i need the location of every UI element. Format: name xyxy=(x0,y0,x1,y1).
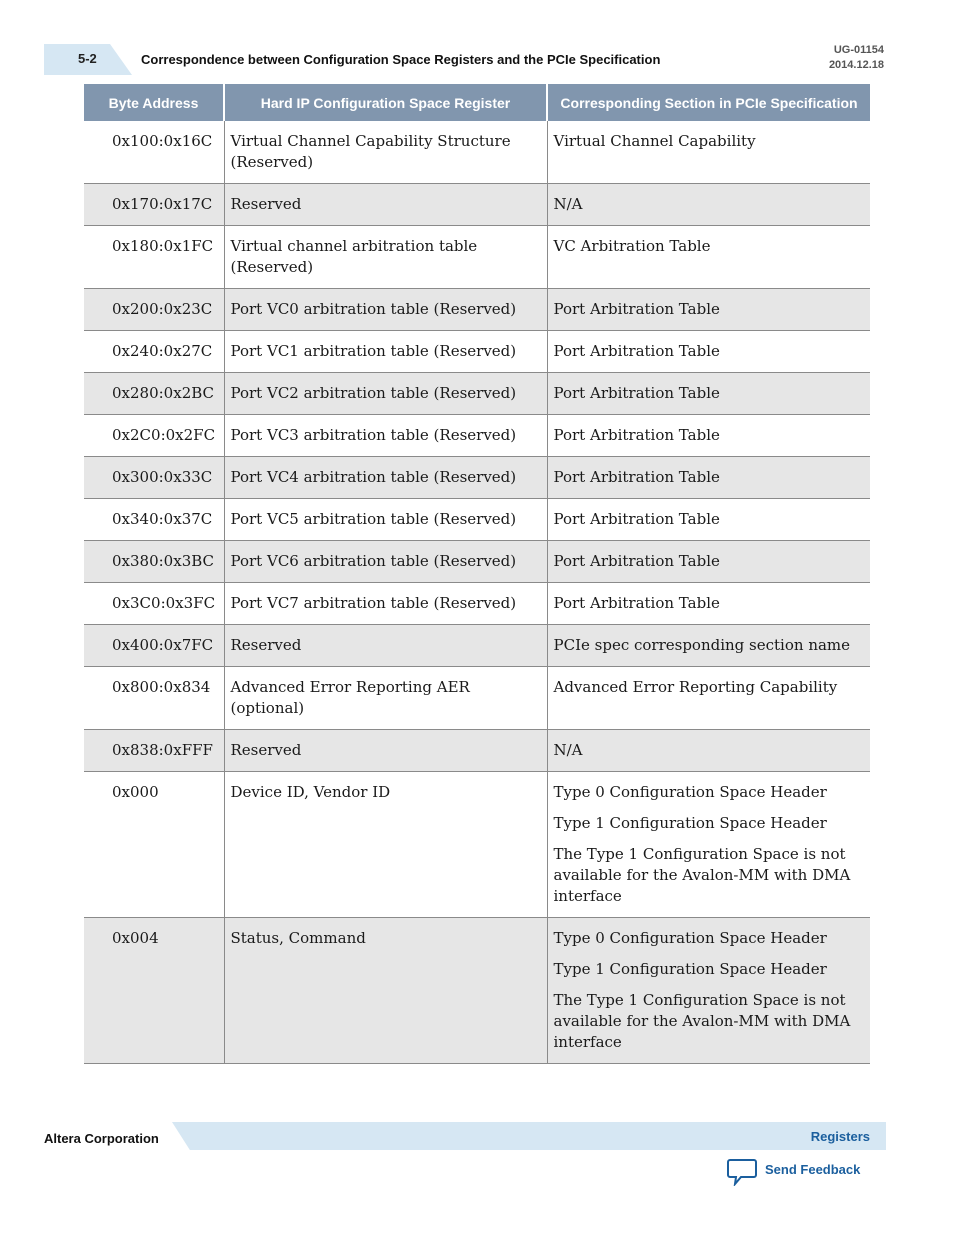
page-number: 5-2 xyxy=(78,51,97,66)
register-cell: Status, Command xyxy=(224,918,547,1064)
byte-address-cell: 0x340:0x37C xyxy=(84,499,224,541)
register-cell: Reserved xyxy=(224,625,547,667)
byte-address-cell: 0x240:0x27C xyxy=(84,331,224,373)
pcie-section-cell xyxy=(547,184,870,226)
pcie-section-cell xyxy=(547,918,870,1064)
footer-section-link[interactable]: Registers xyxy=(810,1129,870,1144)
footer-band xyxy=(172,1122,886,1150)
register-cell: Device ID, Vendor ID xyxy=(224,772,547,918)
byte-address-cell: 0x838:0xFFF xyxy=(84,730,224,772)
pcie-section-cell xyxy=(547,226,870,289)
pcie-section-cell xyxy=(547,583,870,625)
pcie-section-cell xyxy=(547,772,870,918)
byte-address-cell: 0x280:0x2BC xyxy=(84,373,224,415)
byte-address-cell: 0x3C0:0x3FC xyxy=(84,583,224,625)
table-row xyxy=(84,583,870,625)
pcie-section-paragraph: Port Arbitration Table xyxy=(553,384,720,402)
pcie-section-paragraph: Type 0 Configuration Space Header xyxy=(553,929,827,947)
table-row xyxy=(84,457,870,499)
pcie-section-cell xyxy=(547,331,870,373)
register-table xyxy=(84,84,870,1064)
register-cell: Port VC6 arbitration table (Reserved) xyxy=(224,541,547,583)
pcie-section-paragraph: The Type 1 Configuration Space is not available for the Avalon-MM with DMA interface xyxy=(553,845,851,905)
pcie-section-paragraph: Port Arbitration Table xyxy=(553,594,720,612)
pcie-section-cell xyxy=(547,121,870,184)
pcie-section-paragraph: The Type 1 Configuration Space is not available for the Avalon-MM with DMA interface xyxy=(553,991,851,1051)
pcie-section-cell xyxy=(547,289,870,331)
byte-address-cell: 0x400:0x7FC xyxy=(84,625,224,667)
pcie-section-paragraph: Type 0 Configuration Space Header xyxy=(553,783,827,801)
pcie-section-paragraph: Advanced Error Reporting Capability xyxy=(553,678,838,696)
page-title: Correspondence between Configuration Space Registers and the PCIe Specification xyxy=(141,52,661,67)
table-row xyxy=(84,373,870,415)
byte-address-cell: 0x000 xyxy=(84,772,224,918)
table-row xyxy=(84,226,870,289)
byte-address-cell: 0x2C0:0x2FC xyxy=(84,415,224,457)
byte-address-cell: 0x800:0x834 xyxy=(84,667,224,730)
speech-bubble-icon[interactable] xyxy=(727,1158,757,1186)
table-row xyxy=(84,625,870,667)
pcie-section-paragraph: N/A xyxy=(553,195,583,213)
column-header-register: Hard IP Configuration Space Register xyxy=(224,84,547,121)
doc-id: UG-01154 xyxy=(833,44,884,56)
table-header-row xyxy=(84,84,870,121)
byte-address-cell: 0x200:0x23C xyxy=(84,289,224,331)
register-cell: Port VC1 arbitration table (Reserved) xyxy=(224,331,547,373)
register-cell: Reserved xyxy=(224,184,547,226)
table-row xyxy=(84,289,870,331)
table-row xyxy=(84,730,870,772)
register-cell: Port VC2 arbitration table (Reserved) xyxy=(224,373,547,415)
pcie-section-cell xyxy=(547,499,870,541)
table-row xyxy=(84,918,870,1064)
register-cell: Advanced Error Reporting AER (optional) xyxy=(224,667,547,730)
table-row xyxy=(84,499,870,541)
table-body xyxy=(84,121,870,1064)
pcie-section-cell xyxy=(547,541,870,583)
table-row xyxy=(84,331,870,373)
byte-address-cell: 0x180:0x1FC xyxy=(84,226,224,289)
byte-address-cell: 0x100:0x16C xyxy=(84,121,224,184)
column-header-byte-address: Byte Address xyxy=(84,84,224,121)
pcie-section-paragraph: Port Arbitration Table xyxy=(553,426,720,444)
byte-address-cell: 0x380:0x3BC xyxy=(84,541,224,583)
send-feedback-link[interactable]: Send Feedback xyxy=(765,1162,861,1177)
table-row xyxy=(84,667,870,730)
table-row xyxy=(84,772,870,918)
register-cell: Port VC3 arbitration table (Reserved) xyxy=(224,415,547,457)
register-cell: Virtual channel arbitration table (Reserved) xyxy=(224,226,547,289)
byte-address-cell: 0x300:0x33C xyxy=(84,457,224,499)
byte-address-cell: 0x004 xyxy=(84,918,224,1064)
table-row xyxy=(84,184,870,226)
footer-company: Altera Corporation xyxy=(44,1131,159,1146)
pcie-section-paragraph: VC Arbitration Table xyxy=(553,237,711,255)
byte-address-cell: 0x170:0x17C xyxy=(84,184,224,226)
pcie-section-paragraph: Type 1 Configuration Space Header xyxy=(553,814,827,832)
pcie-section-paragraph: Port Arbitration Table xyxy=(553,510,720,528)
pcie-section-paragraph: Port Arbitration Table xyxy=(553,300,720,318)
table-row xyxy=(84,415,870,457)
pcie-section-paragraph: Port Arbitration Table xyxy=(553,552,720,570)
register-cell: Port VC7 arbitration table (Reserved) xyxy=(224,583,547,625)
table-row xyxy=(84,541,870,583)
pcie-section-paragraph: Port Arbitration Table xyxy=(553,342,720,360)
pcie-section-cell xyxy=(547,730,870,772)
pcie-section-paragraph: N/A xyxy=(553,741,583,759)
pcie-section-paragraph: Type 1 Configuration Space Header xyxy=(553,960,827,978)
register-cell: Port VC5 arbitration table (Reserved) xyxy=(224,499,547,541)
column-header-pcie-section: Corresponding Section in PCIe Specification xyxy=(547,84,870,121)
doc-info xyxy=(829,43,884,73)
register-cell: Port VC0 arbitration table (Reserved) xyxy=(224,289,547,331)
pcie-section-cell xyxy=(547,667,870,730)
register-cell: Port VC4 arbitration table (Reserved) xyxy=(224,457,547,499)
pcie-section-paragraph: PCIe spec corresponding section name xyxy=(553,636,851,654)
table-row xyxy=(84,121,870,184)
pcie-section-paragraph: Virtual Channel Capability xyxy=(553,132,756,150)
pcie-section-cell xyxy=(547,415,870,457)
register-cell: Virtual Channel Capability Structure (Reserved) xyxy=(224,121,547,184)
pcie-section-cell xyxy=(547,625,870,667)
pcie-section-cell xyxy=(547,457,870,499)
register-cell: Reserved xyxy=(224,730,547,772)
pcie-section-paragraph: Port Arbitration Table xyxy=(553,468,720,486)
pcie-section-cell xyxy=(547,373,870,415)
doc-date: 2014.12.18 xyxy=(828,59,884,71)
